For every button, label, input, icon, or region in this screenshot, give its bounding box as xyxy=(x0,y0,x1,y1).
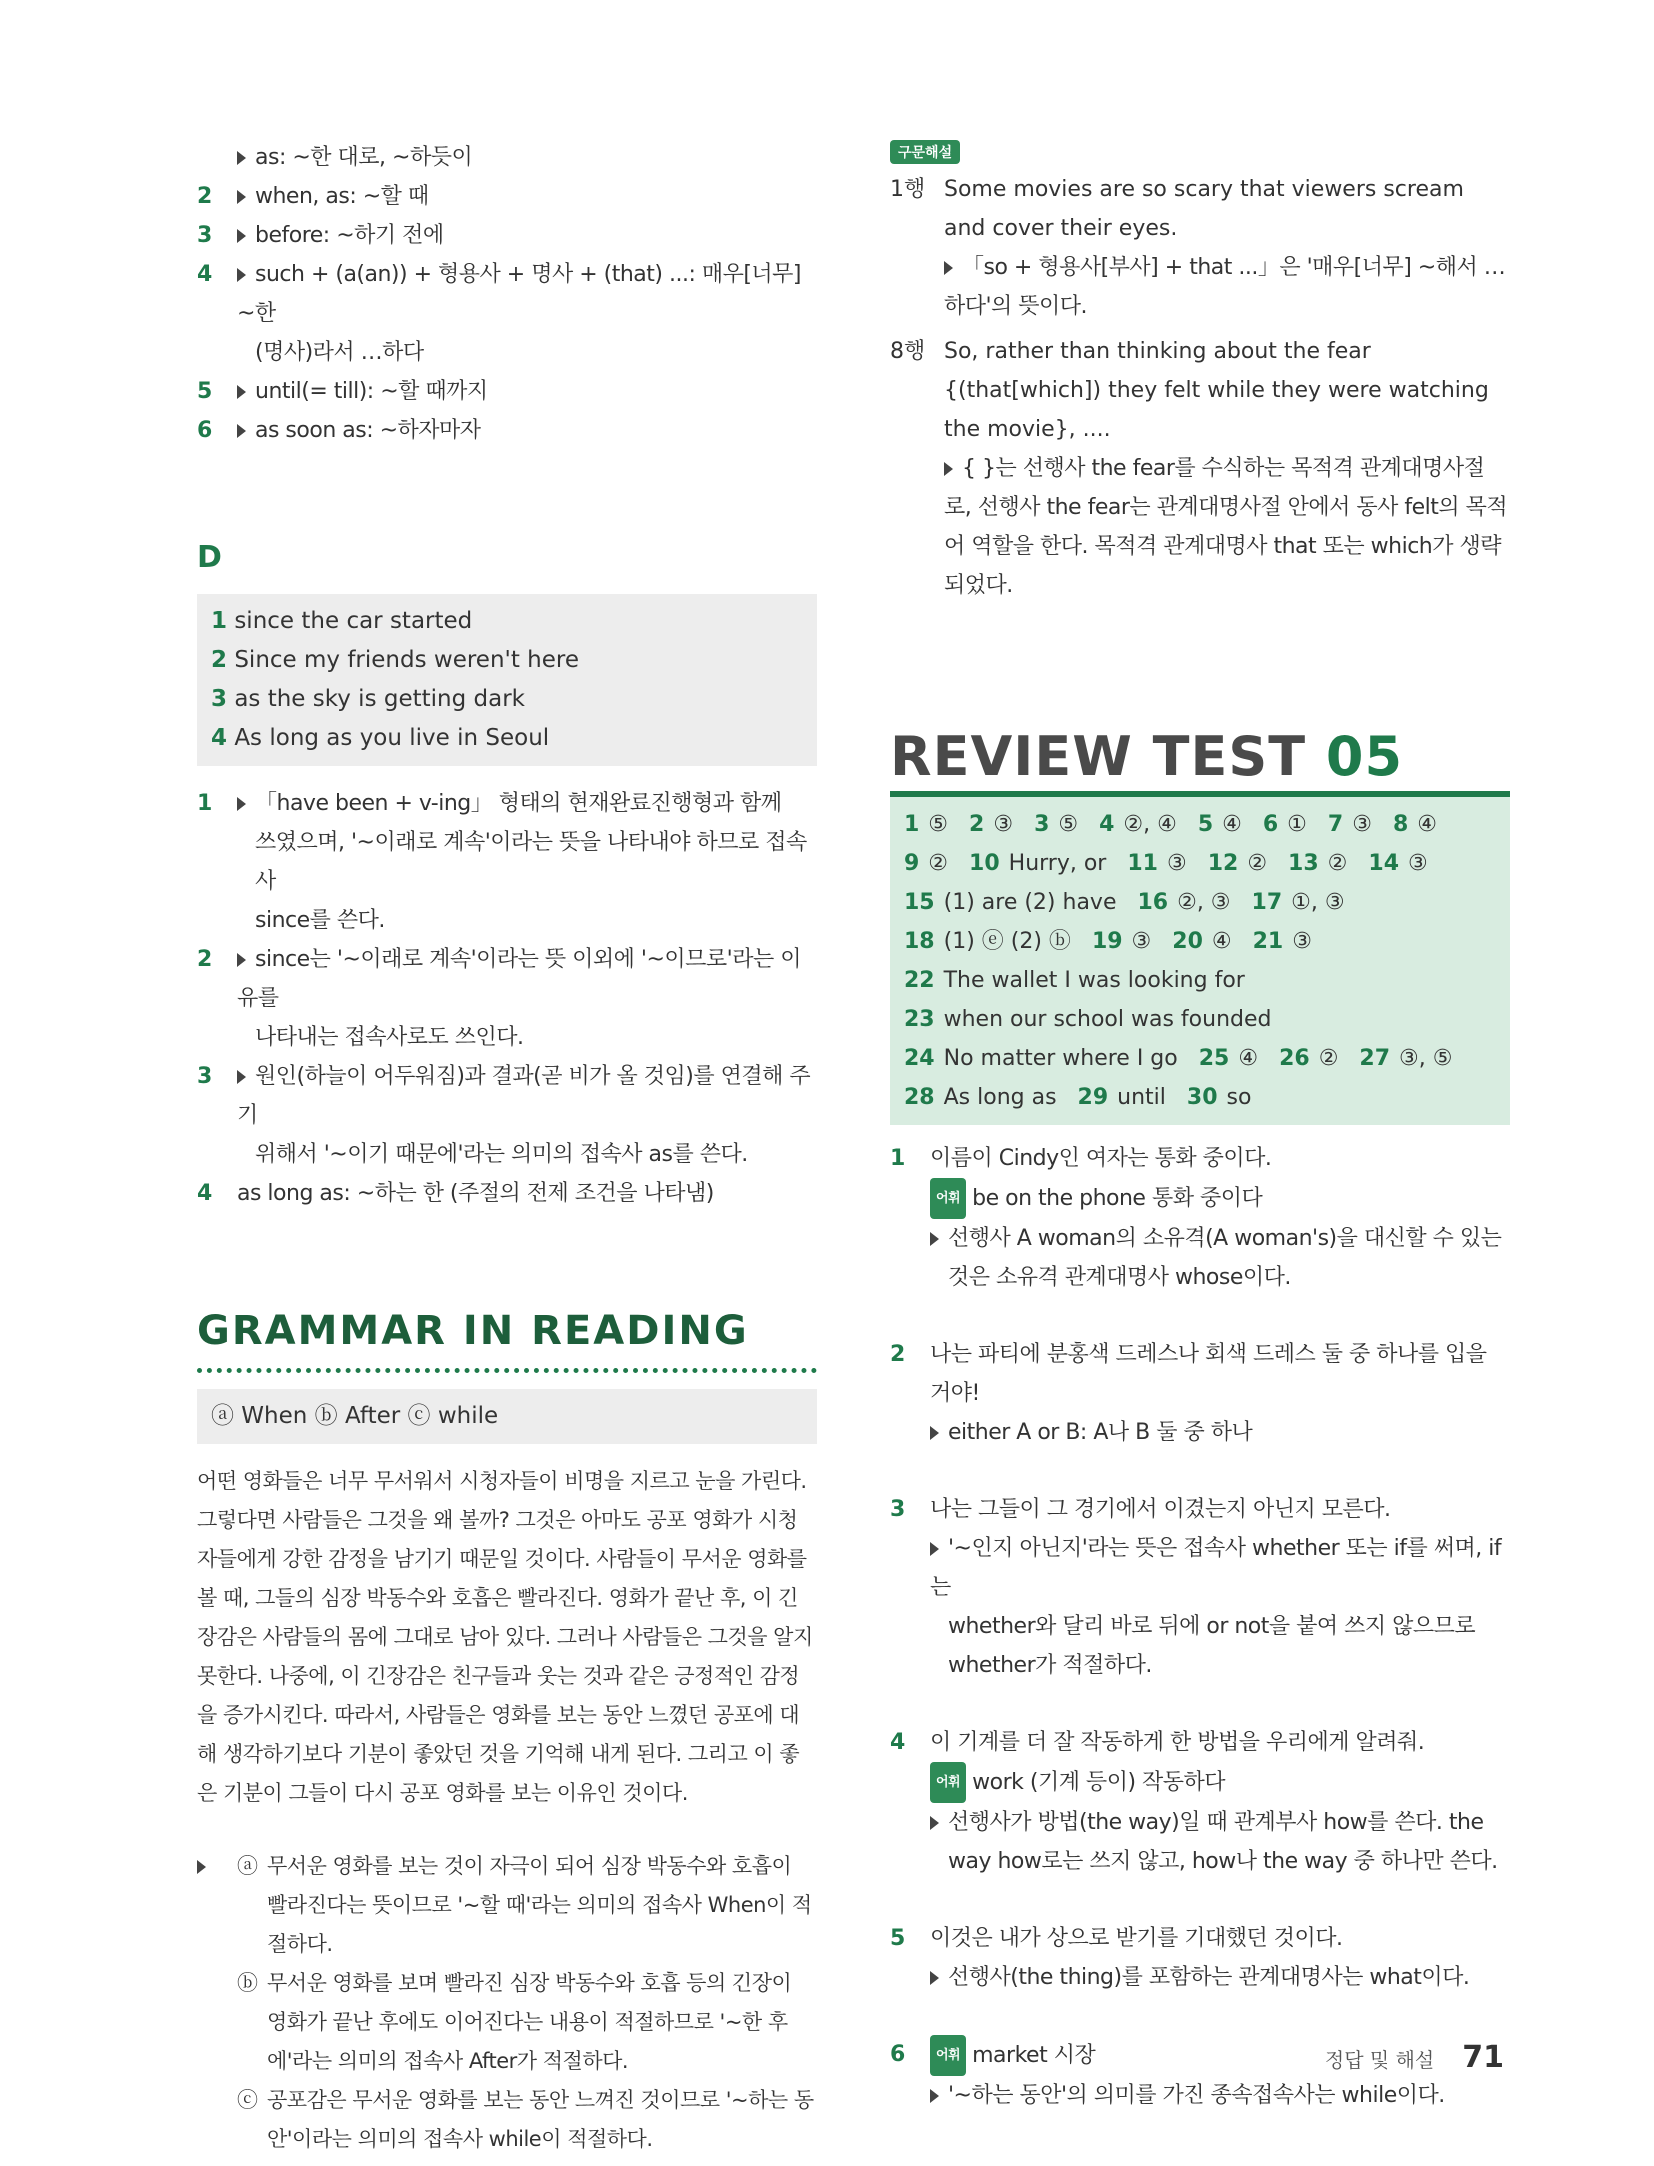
vocab-tag: 어휘 xyxy=(930,1178,966,1219)
answer-number: 2 xyxy=(969,812,985,837)
item-number: 3 xyxy=(890,1497,906,1522)
list-item xyxy=(197,255,817,372)
answer-number: 4 xyxy=(211,725,228,751)
syntax-note xyxy=(890,170,1510,326)
vocab-line: 어휘 market 시장 xyxy=(930,2035,1510,2076)
item-letter: ⓐ xyxy=(237,1854,258,1878)
explanation-line: '~인지 아닌지'라는 뜻은 접속사 whether 또는 if를 써며, if는 xyxy=(930,1536,1502,1600)
item-number: 2 xyxy=(890,1342,906,1367)
item-text: as soon as: ~하자마자 xyxy=(237,411,817,450)
review-answer: 28 As long as xyxy=(904,1085,1057,1110)
note-body xyxy=(944,332,1510,605)
answer-number: 19 xyxy=(1091,929,1123,954)
review-item xyxy=(890,1139,1510,1297)
line-number: 8행 xyxy=(890,339,926,364)
review-answer: 21 ③ xyxy=(1252,929,1312,954)
explanation-line: way how로는 쓰지 않고, how나 the way 중 하나만 쓴다. xyxy=(948,1849,1498,1874)
review-test-title: REVIEW TEST 05 xyxy=(890,725,1404,788)
note-explanation: 「so + 형용사[부사] + that ...」은 '매우[너무] ~해서 …하다'의 뜻이다. xyxy=(944,255,1506,319)
answer-number: 30 xyxy=(1186,1085,1218,1110)
explanation-line: 선행사(the thing)를 포함하는 관계대명사는 what이다. xyxy=(930,1958,1510,1997)
review-answer: 4 ②, ④ xyxy=(1099,812,1177,837)
review-item-body xyxy=(930,1139,1510,1297)
translation-line: 나는 그들이 그 경기에서 이겼는지 아닌지 모른다. xyxy=(930,1497,1391,1522)
note-body xyxy=(944,170,1510,326)
review-answer: 3 ⑤ xyxy=(1034,812,1079,837)
reading-explanation xyxy=(197,1847,817,2159)
answer-number: 25 xyxy=(1198,1046,1230,1071)
translation-line: 거야! xyxy=(930,1381,980,1406)
review-answer: 10 Hurry, or xyxy=(969,851,1107,876)
review-answer: 14 ③ xyxy=(1368,851,1428,876)
explanation-line: 것은 소유격 관계대명사 whose이다. xyxy=(948,1265,1291,1290)
review-item xyxy=(890,1335,1510,1452)
explanation-line: '~하는 동안'의 의미를 가진 종속접속사는 while이다. xyxy=(930,2076,1510,2115)
review-answer: 2 ③ xyxy=(969,812,1014,837)
explanation-line: whether와 달리 바로 뒤에 or not을 붙여 쓰지 않으므로 xyxy=(948,1614,1476,1639)
answer-number: 16 xyxy=(1137,890,1169,915)
reading-translation: 어떤 영화들은 너무 무서워서 시청자들이 비명을 지르고 눈을 가린다. 그렇다면 사람들은 그것을 왜 볼까? 그것은 아마도 공포 영화가 시청자들에게 강한 감정을 남기기 때문일 것이다. 사람들이 무서운 영화를 볼 때, 그들의 심장 박동수와 호흡은 빨라진다. 영화가 끝난 후, 이 긴장감은 사람들의 몸에 그대로 남아 있다. 그러나 사람들은 그것을 알지 못한다. 나중에, 이 긴장감은 친구들과 웃는 것과 같은 긍정적인 감정을 증가시킨다. 따라서, 사람들은 영화를 보는 동안 느꼈던 공포에 대해 생각하기보다 기분이 좋았던 것을 기억해 내게 된다. 그리고 이 좋은 기분이 그들이 다시 공포 영화를 보는 이유인 것이다. xyxy=(197,1469,813,1805)
explanation-line: 나타내는 접속사로도 쓰인다. xyxy=(255,1025,524,1050)
review-answer: 24 No matter where I go xyxy=(904,1046,1178,1071)
answer-number: 12 xyxy=(1207,851,1239,876)
explanation-item xyxy=(197,1057,817,1174)
item-letter: ⓒ xyxy=(237,2088,258,2112)
review-answer: 25 ④ xyxy=(1198,1046,1259,1071)
left-column xyxy=(197,138,817,2159)
list-item xyxy=(197,216,817,255)
explanation-item xyxy=(197,940,817,1057)
explanation-text xyxy=(237,784,817,940)
arrow-icon xyxy=(930,2089,939,2103)
explanation-text xyxy=(237,1174,817,1213)
syntax-note xyxy=(890,332,1510,605)
vocab-tag: 어휘 xyxy=(930,1762,966,1803)
item-number: 6 xyxy=(890,2042,906,2067)
item-number: 5 xyxy=(890,1926,906,1951)
explanation-line: 선행사 A woman의 소유격(A woman's)을 대신할 수 있는 xyxy=(930,1219,1510,1258)
answer-number: 4 xyxy=(1099,812,1115,837)
explanation-line: 「have been + v-ing」 형태의 현재완료진행형과 함께 xyxy=(237,784,817,823)
item-number: 1 xyxy=(197,791,213,816)
answer-number: 29 xyxy=(1077,1085,1109,1110)
answer-number: 8 xyxy=(1392,812,1409,837)
review-answer: 20 ④ xyxy=(1172,929,1232,954)
item-letter: ⓑ xyxy=(237,1971,258,1995)
review-item-body xyxy=(930,1335,1510,1452)
explanation-line: 위해서 '~이기 때문에'라는 의미의 접속사 as를 쓴다. xyxy=(255,1142,748,1167)
answer-number: 27 xyxy=(1359,1046,1391,1071)
answer-number: 14 xyxy=(1368,851,1400,876)
item-number: 3 xyxy=(197,1064,213,1089)
review-answer: 7 ③ xyxy=(1327,812,1372,837)
explanation-item xyxy=(197,784,817,940)
answer-number: 3 xyxy=(1034,812,1050,837)
item-text: such + (a(an)) + 형용사 + 명사 + (that) ...: 매우[너무] ~한 (명사)라서 …하다 xyxy=(237,255,817,372)
answer-number: 2 xyxy=(211,647,228,673)
explanation-line: either A or B: A나 B 둘 중 하나 xyxy=(930,1413,1510,1452)
item-number: 5 xyxy=(197,379,213,404)
arrow-icon xyxy=(197,1847,237,2159)
item-number: 4 xyxy=(197,1181,213,1206)
list-item xyxy=(197,138,817,177)
explanation-line: 선행사가 방법(the way)일 때 관계부사 how를 쓴다. the xyxy=(930,1803,1510,1842)
review-answer: 16 ②, ③ xyxy=(1137,890,1231,915)
answer-number: 23 xyxy=(904,1007,935,1032)
item-continuation: (명사)라서 …하다 xyxy=(255,340,424,365)
section-d-explanations xyxy=(197,784,817,1213)
review-item-body xyxy=(930,1490,1510,1685)
translation-line: 이것은 내가 상으로 받기를 기대했던 것이다. xyxy=(930,1926,1343,1951)
item-number: 4 xyxy=(197,262,213,287)
review-answer: 13 ② xyxy=(1288,851,1348,876)
answer-number: 10 xyxy=(969,851,1000,876)
answer-number: 13 xyxy=(1288,851,1319,876)
explanation-line: as long as: ~하는 한 (주절의 전제 조건을 나타냄) xyxy=(237,1181,714,1206)
list-item xyxy=(197,411,817,450)
grammar-in-reading-title: GRAMMAR IN READING xyxy=(197,1308,749,1354)
reading-explanation-item xyxy=(237,1964,817,2081)
item-text: before: ~하기 전에 xyxy=(237,216,817,255)
item-number: 3 xyxy=(197,223,213,248)
review-answer: 5 ④ xyxy=(1197,812,1242,837)
answer-number: 1 xyxy=(904,812,920,837)
answer-number: 26 xyxy=(1279,1046,1310,1071)
arrow-icon xyxy=(237,1070,246,1084)
answer-number: 3 xyxy=(211,686,228,712)
review-item xyxy=(890,1723,1510,1881)
arrow-icon xyxy=(237,229,246,243)
section-d-answer-box xyxy=(197,594,817,766)
answer-number: 15 xyxy=(904,890,935,915)
review-item xyxy=(890,1490,1510,1685)
item-text: when, as: ~할 때 xyxy=(237,177,817,216)
footer-label: 정답 및 해설 xyxy=(1324,2048,1435,2072)
review-answer: 18 (1) ⓔ (2) ⓑ xyxy=(904,929,1071,954)
arrow-icon xyxy=(237,424,246,438)
review-answer: 15 (1) are (2) have xyxy=(904,890,1117,915)
right-column xyxy=(890,138,1510,2115)
item-number: 2 xyxy=(197,184,213,209)
review-answer: 29 until xyxy=(1077,1085,1166,1110)
page-footer xyxy=(1325,2040,1504,2075)
arrow-icon xyxy=(930,1816,939,1830)
answer-number: 7 xyxy=(1327,812,1344,837)
answer-number: 22 xyxy=(904,968,935,993)
section-d-heading: D xyxy=(197,540,222,575)
arrow-icon xyxy=(237,797,246,811)
explanation-text xyxy=(237,940,817,1057)
answer-number: 17 xyxy=(1251,890,1283,915)
explanation-text xyxy=(237,1057,817,1174)
review-answer: 1 ⑤ xyxy=(904,812,949,837)
item-number: 6 xyxy=(197,418,213,443)
review-answer: 26 ② xyxy=(1279,1046,1339,1071)
arrow-icon xyxy=(930,1971,939,1985)
item-text: 무서운 영화를 보는 것이 자극이 되어 심장 박동수와 호흡이 빨라진다는 뜻이므로 '~할 때'라는 의미의 접속사 When이 적절하다. xyxy=(267,1854,812,1956)
arrow-icon xyxy=(930,1232,939,1246)
answer-number: 24 xyxy=(904,1046,935,1071)
answer-line: 2 Since my friends weren't here xyxy=(211,647,580,673)
review-answer: 27 ③, ⑤ xyxy=(1359,1046,1453,1071)
arrow-icon xyxy=(237,151,246,165)
line-number: 1행 xyxy=(890,177,926,202)
review-answer: 12 ② xyxy=(1207,851,1268,876)
vocab-tag: 어휘 xyxy=(930,2035,966,2076)
explanation-line: whether가 적절하다. xyxy=(948,1653,1152,1678)
item-number: 1 xyxy=(890,1146,906,1171)
review-answer: 9 ② xyxy=(904,851,949,876)
answer-number: 9 xyxy=(904,851,920,876)
translation-line: 이 기계를 더 잘 작동하게 한 방법을 우리에게 알려줘. xyxy=(930,1730,1425,1755)
review-answer: 19 ③ xyxy=(1091,929,1152,954)
item-text: 공포감은 무서운 영화를 보는 동안 느껴진 것이므로 '~하는 동안'이라는 의미의 접속사 while이 적절하다. xyxy=(267,2088,814,2151)
answer-line: 4 As long as you live in Seoul xyxy=(211,725,550,751)
review-answer: 30 so xyxy=(1186,1085,1252,1110)
translation-line: 나는 파티에 분홍색 드레스나 회색 드레스 둘 중 하나를 입을 xyxy=(930,1342,1487,1367)
review-answer-box xyxy=(890,797,1510,1125)
reading-explanation-item xyxy=(237,1847,817,1964)
reading-explanation-item xyxy=(237,2081,817,2159)
review-answer: 8 ④ xyxy=(1392,812,1437,837)
review-answer: 23 when our school was founded xyxy=(904,1007,1272,1032)
arrow-icon xyxy=(944,261,953,275)
review-item-body xyxy=(930,1723,1510,1881)
arrow-icon xyxy=(237,190,246,204)
item-text: as: ~한 대로, ~하듯이 xyxy=(237,138,817,177)
item-number: 4 xyxy=(890,1730,906,1755)
vocab-line: 어휘 be on the phone 통화 중이다 xyxy=(930,1178,1510,1219)
review-answer: 17 ①, ③ xyxy=(1251,890,1345,915)
explanation-line: 쓰였으며, '~이래로 계속'이라는 뜻을 나타내야 하므로 접속사 xyxy=(255,830,807,894)
item-number xyxy=(197,138,237,177)
explanation-line: 원인(하늘이 어두워짐)과 결과(곧 비가 올 것임)를 연결해 주기 xyxy=(237,1064,811,1128)
review-item xyxy=(890,1919,1510,1997)
review-answer: 22 The wallet I was looking for xyxy=(904,968,1245,993)
list-item xyxy=(197,372,817,411)
answer-number: 20 xyxy=(1172,929,1203,954)
answer-number: 1 xyxy=(211,608,228,634)
arrow-icon xyxy=(930,1542,939,1556)
reading-answer-box: ⓐ When ⓑ After ⓒ while xyxy=(197,1389,817,1444)
review-item-body xyxy=(930,1919,1510,1997)
answer-number: 18 xyxy=(904,929,935,954)
arrow-icon xyxy=(930,1426,939,1440)
explanation-item xyxy=(197,1174,817,1213)
explanation-line: since는 '~이래로 계속'이라는 뜻 이외에 '~이므로'라는 이유를 xyxy=(237,947,801,1011)
dotted-divider xyxy=(197,1368,817,1373)
arrow-icon xyxy=(237,385,246,399)
answer-number: 28 xyxy=(904,1085,935,1110)
item-number: 2 xyxy=(197,947,213,972)
review-answer: 6 ① xyxy=(1262,812,1307,837)
note-explanation: { }는 선행사 the fear를 수식하는 목적격 관계대명사절로, 선행사 the fear는 관계대명사절 안에서 동사 felt의 목적어 역할을 한다. 목적격 관계대명사 that 또는 which가 생략되었다. xyxy=(944,456,1508,598)
note-sentence: Some movies are so scary that viewers scream and cover their eyes. xyxy=(944,177,1464,241)
item-text: 무서운 영화를 보며 빨라진 심장 박동수와 호흡 등의 긴장이 영화가 끝난 후에도 이어진다는 내용이 적절하므로 '~한 후에'라는 의미의 접속사 After가 적절하다. xyxy=(267,1971,792,2073)
answer-number: 6 xyxy=(1262,812,1279,837)
vocab-line: 어휘 work (기계 등이) 작동하다 xyxy=(930,1762,1510,1803)
answer-number: 11 xyxy=(1127,851,1158,876)
arrow-icon xyxy=(237,953,246,967)
answer-line: 1 since the car started xyxy=(211,608,473,634)
answer-number: 21 xyxy=(1252,929,1284,954)
arrow-icon xyxy=(944,462,953,476)
explanation-line: since를 쓴다. xyxy=(255,908,385,933)
page-number: 71 xyxy=(1462,2040,1504,2075)
translation-line: 이름이 Cindy인 여자는 통화 중이다. xyxy=(930,1146,1272,1171)
answer-line: 3 as the sky is getting dark xyxy=(211,686,525,712)
syntax-tag: 구문해설 xyxy=(890,140,960,164)
list-item xyxy=(197,177,817,216)
conjunction-list xyxy=(197,138,817,450)
arrow-icon xyxy=(237,268,246,282)
answer-number: 5 xyxy=(1197,812,1214,837)
syntax-notes xyxy=(890,170,1510,605)
item-text: until(= till): ~할 때까지 xyxy=(237,372,817,411)
review-answer: 11 ③ xyxy=(1127,851,1187,876)
review-explanations xyxy=(890,1139,1510,2115)
note-sentence: So, rather than thinking about the fear {(that[which]) they felt while they were watching the movie}, .... xyxy=(944,339,1489,442)
